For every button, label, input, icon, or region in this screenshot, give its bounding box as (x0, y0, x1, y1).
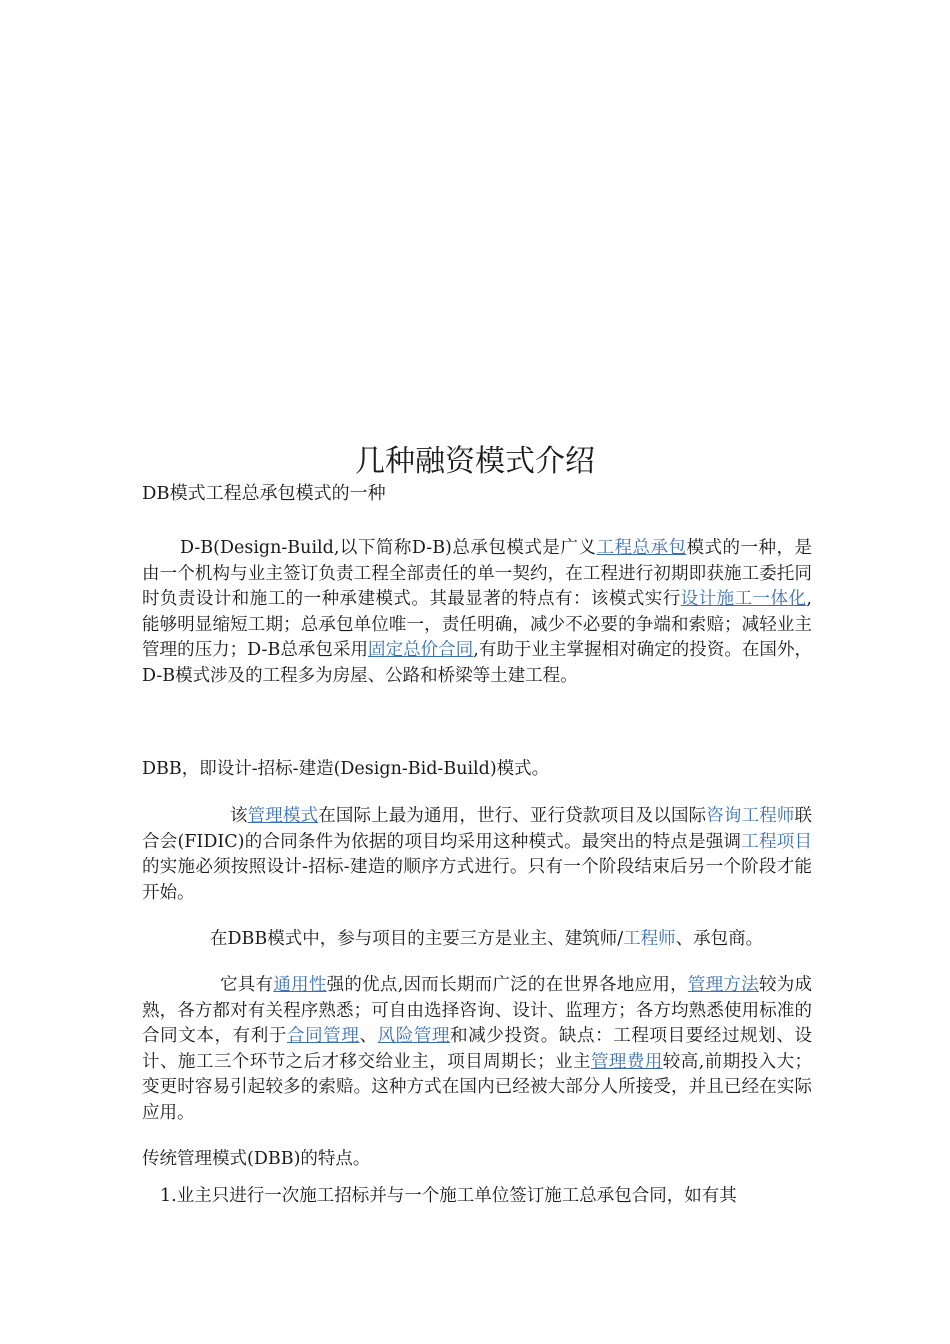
paragraph-dbb-description (142, 804, 812, 906)
link-contract-management[interactable]: 合同管理 (287, 1026, 360, 1047)
text-run: ,能够明显缩短工期；总承包单位唯一，责任明确，减少不必要的争端和索赔；减轻业主管理的压力；D-B总承包采用 (142, 589, 812, 661)
text-run: 在国际上最为通用，世行、亚行贷款项目及以国际 (318, 806, 707, 826)
text-run: 和减少投资。缺点：工程项目要经过规划、设计、施工三个环节之后才移交给业主，项目周期长；业主 (142, 1026, 812, 1072)
text-run: 较为成熟，各方都对有关程序熟悉；可自由选择咨询、设计、监理方；各方均熟悉使用标准的合同文本，有利于 (142, 975, 813, 1047)
text-run: 、承包商。 (675, 929, 764, 949)
link-universality[interactable]: 通用性 (273, 975, 327, 995)
link-management-method[interactable]: 管理方法 (687, 975, 759, 995)
paragraph-db-description (142, 536, 812, 690)
list-item-1: 1.业主只进行一次施工招标并与一个施工单位签订施工总承包合同，如有其 (160, 1186, 737, 1206)
text-run: 较高,前期投入大；变更时容易引起较多的索赔。这种方式在国内已经被大部分人所接受，并且已经在实际应用。 (142, 1051, 813, 1123)
text-run: ,有助于业主掌握相对确定的投资。在国外，D-B模式涉及的工程多为房屋、公路和桥梁等土建工程。 (142, 640, 812, 686)
paragraph-dbb-pros-cons (142, 973, 812, 1127)
text-run: 该 (230, 806, 248, 826)
text-run: 联合会(FIDIC)的合同条件为依据的项目均采用这种模式。最突出的特点是强调 (142, 806, 812, 852)
document-title: 几种融资模式介绍 (355, 444, 595, 479)
text-run: 在DBB模式中，参与项目的主要三方是业主、建筑师/ (210, 929, 624, 949)
link-consulting-engineer[interactable]: 咨询工程师 (706, 806, 795, 826)
paragraph-dbb-features-heading: 传统管理模式(DBB)的特点。 (142, 1149, 371, 1169)
link-management-cost[interactable]: 管理费用 (590, 1051, 663, 1072)
text-run: 它具有 (220, 975, 274, 995)
link-fixed-total-price-contract[interactable]: 固定总价合同 (368, 640, 474, 661)
link-risk-management[interactable]: 风险管理 (377, 1026, 451, 1047)
link-engineering-project[interactable]: 工程项目 (741, 831, 812, 852)
text-run: 强的优点,因而长期而广泛的在世界各地应用， (326, 975, 688, 995)
link-engineering-general-contracting[interactable]: 工程总承包 (596, 538, 687, 558)
link-design-construction-integration[interactable]: 设计施工一体化 (680, 589, 807, 610)
paragraph-dbb-heading: DBB，即设计-招标-建造(Design-Bid-Build)模式。 (142, 759, 550, 779)
text-run: 的实施必须按照设计-招标-建造的顺序方式进行。只有一个阶段结束后另一个阶段才能开始。 (142, 857, 812, 903)
link-management-mode[interactable]: 管理模式 (247, 806, 319, 826)
paragraph-dbb-parties (142, 927, 812, 953)
text-run: 、 (359, 1026, 378, 1047)
document-subtitle: DB模式工程总承包模式的一种 (142, 483, 386, 504)
text-run: D-B(Design-Build,以下简称D-B)总承包模式是广义 (180, 538, 597, 558)
text-run: 模式的一种，是由一个机构与业主签订负责工程全部责任的单一契约，在工程进行初期即获施工委托同时负责设计和施工的一种承建模式。其最显著的特点有：该模式实行 (142, 538, 813, 610)
link-engineer[interactable]: 工程师 (623, 929, 676, 949)
